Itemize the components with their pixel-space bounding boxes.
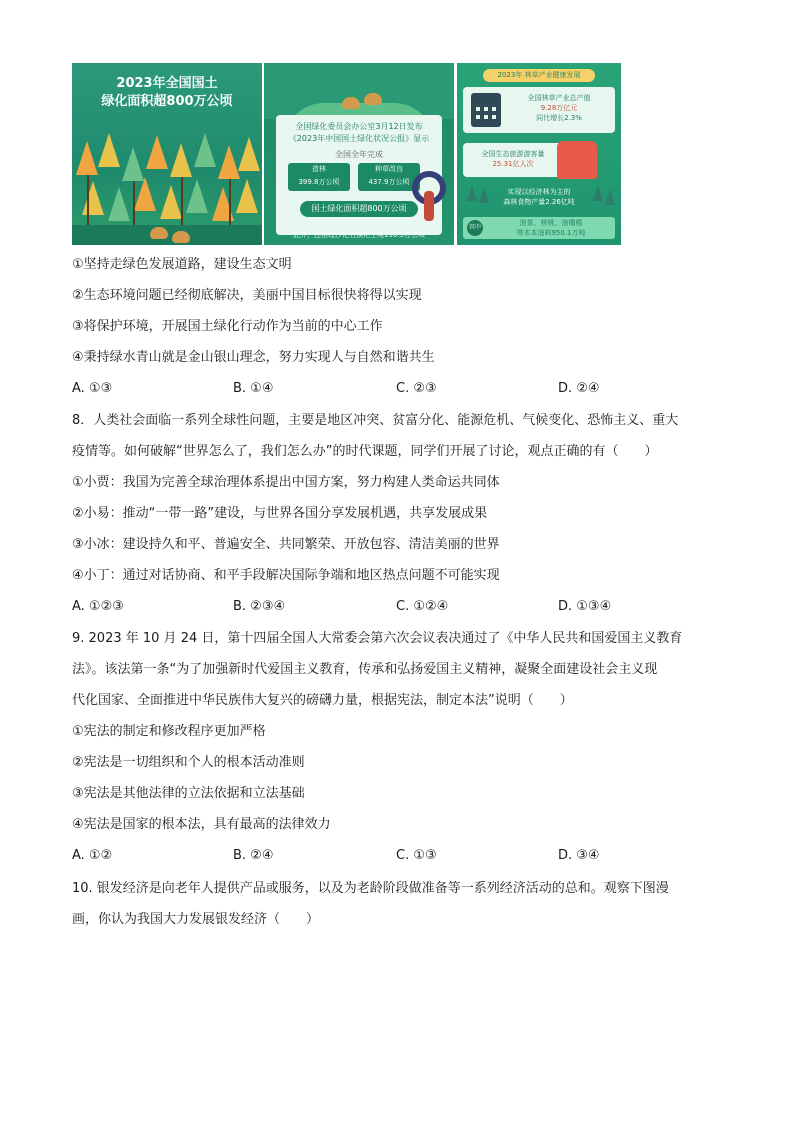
- q8-statement-3: ③小冰：建设持久和平、普遍安全、共同繁荣、开放包容、清洁美丽的世界: [72, 537, 500, 552]
- q7-option-a[interactable]: A. ①③: [72, 381, 113, 396]
- tree-illustration: [238, 137, 260, 171]
- q9-stem-cont: 法》。该法第一条“为了加强新时代爱国主义教育，传承和弘扬爱国主义精神，凝聚全面建设社会主义现: [72, 662, 658, 677]
- q9-stem: 9. 2023 年 10 月 24 日，第十四届全国人大常委会第六次会议表决通过了《中华人民共和国爱国主义教育: [72, 631, 683, 646]
- q8-statement-2: ②小易：推动“一带一路”建设，与世界各国分享发展机遇，共享发展成果: [72, 506, 488, 521]
- q7-statement-1: ①坚持走绿色发展道路，建设生态文明: [72, 257, 292, 272]
- tree-illustration: [194, 133, 216, 167]
- tree-illustration: [146, 135, 168, 169]
- q8-statement-1: ①小贾：我国为完善全球治理体系提出中国方案，努力构建人类命运共同体: [72, 475, 500, 490]
- infographic-panel-greening: 全国绿化委员会办公室3月12日发布 《2023年中国国土绿化状况公报》显示 全国全年完成 造林 399.8万公顷 种草改良 437.9万公顷 国土绿化面积超800万公顷 此外，还治理沙化石漠化土地190.5万公顷: [264, 63, 454, 245]
- q7-option-b[interactable]: B. ①④: [233, 381, 274, 396]
- infographic-panel-industry: 2023年 林草产业健康发展 全国林草产业总产值 9.28万亿元 同比增长2.3% 全国生态旅游游客量 25.31亿人次 实现以经济林为主的 森林食物产量2.26亿吨 其中 油茶、核桃、油橄榄 等木本油料950.1万吨: [457, 63, 621, 245]
- q9-statement-1: ①宪法的制定和修改程序更加严格: [72, 724, 266, 739]
- tree-illustration: [236, 179, 258, 213]
- q9-option-b[interactable]: B. ②④: [233, 848, 274, 863]
- deer-icon: [172, 231, 190, 243]
- q9-option-c[interactable]: C. ①③: [396, 848, 437, 863]
- deer-icon: [342, 97, 360, 109]
- person-icon: [424, 191, 434, 221]
- q9-statement-2: ②宪法是一切组织和个人的根本活动准则: [72, 755, 305, 770]
- q7-statement-2: ②生态环境问题已经彻底解决，美丽中国目标很快将得以实现: [72, 288, 422, 303]
- pine-icon: [467, 185, 477, 201]
- q9-stem-cont2: 代化国家、全面推进中华民族伟大复兴的磅礴力量，根据宪法，制定本法”说明（ ）: [72, 693, 573, 708]
- q7-statement-3: ③将保护环境，开展国土绿化行动作为当前的中心工作: [72, 319, 383, 334]
- q9-option-a[interactable]: A. ①②: [72, 848, 113, 863]
- tree-illustration: [186, 179, 208, 213]
- tree-illustration: [160, 185, 182, 219]
- calculator-icon: [471, 93, 501, 127]
- q8-stem: 8．人类社会面临一系列全球性问题，主要是地区冲突、贫富分化、能源危机、气候变化、恐怖主义、重大: [72, 413, 679, 428]
- stat-afforestation: 造林 399.8万公顷: [288, 163, 350, 191]
- tree-illustration: [122, 147, 144, 181]
- q10-stem-cont: 画，你认为我国大力发展银发经济（ ）: [72, 912, 320, 927]
- q8-option-b[interactable]: B. ②③④: [233, 599, 286, 614]
- deer-icon: [364, 93, 382, 105]
- tree-illustration: [98, 133, 120, 167]
- q7-option-c[interactable]: C. ②③: [396, 381, 437, 396]
- q8-statement-4: ④小丁：通过对话协商、和平手段解决国际争端和地区热点问题不可能实现: [72, 568, 500, 583]
- infographic-panel-forest: [72, 63, 262, 245]
- q9-statement-3: ③宪法是其他法律的立法依据和立法基础: [72, 786, 305, 801]
- q9-statement-4: ④宪法是国家的根本法，具有最高的法律效力: [72, 817, 331, 832]
- deer-icon: [150, 227, 168, 239]
- pine-icon: [605, 189, 615, 205]
- tree-illustration: [218, 145, 240, 179]
- q8-option-c[interactable]: C. ①②④: [396, 599, 449, 614]
- total-area-badge: 国土绿化面积超800万公顷: [300, 201, 418, 217]
- q8-option-d[interactable]: D. ①③④: [558, 599, 612, 614]
- backpack-icon: [557, 141, 597, 179]
- stat-grassland: 种草改良 437.9万公顷: [358, 163, 420, 191]
- q7-option-d[interactable]: D. ②④: [558, 381, 600, 396]
- tree-illustration: [108, 187, 130, 221]
- q10-stem: 10. 银发经济是向老年人提供产品或服务，以及为老龄阶段做准备等一系列经济活动的总和。观察下图漫: [72, 881, 669, 896]
- greening-card: 全国绿化委员会办公室3月12日发布 《2023年中国国土绿化状况公报》显示 全国全年完成 造林 399.8万公顷 种草改良 437.9万公顷 国土绿化面积超800万公顷: [276, 115, 442, 235]
- q7-statement-4: ④秉持绿水青山就是金山银山理念，努力实现人与自然和谐共生: [72, 350, 435, 365]
- tree-illustration: [170, 143, 192, 177]
- pine-icon: [479, 187, 489, 203]
- q8-stem-cont: 疫情等。如何破解“世界怎么了，我们怎么办”的时代课题，同学们开展了讨论，观点正确的有（ ）: [72, 444, 658, 459]
- q9-option-d[interactable]: D. ③④: [558, 848, 600, 863]
- tree-illustration: [76, 141, 98, 175]
- q8-option-a[interactable]: A. ①②③: [72, 599, 124, 614]
- tree-illustration: [82, 181, 104, 215]
- oil-output-box: 其中 油茶、核桃、油橄榄 等木本油料950.1万吨: [463, 217, 615, 239]
- p1-title: 2023年全国国土 绿化面积超800万公顷: [101, 76, 233, 109]
- tree-illustration: [134, 177, 156, 211]
- pine-icon: [593, 185, 603, 201]
